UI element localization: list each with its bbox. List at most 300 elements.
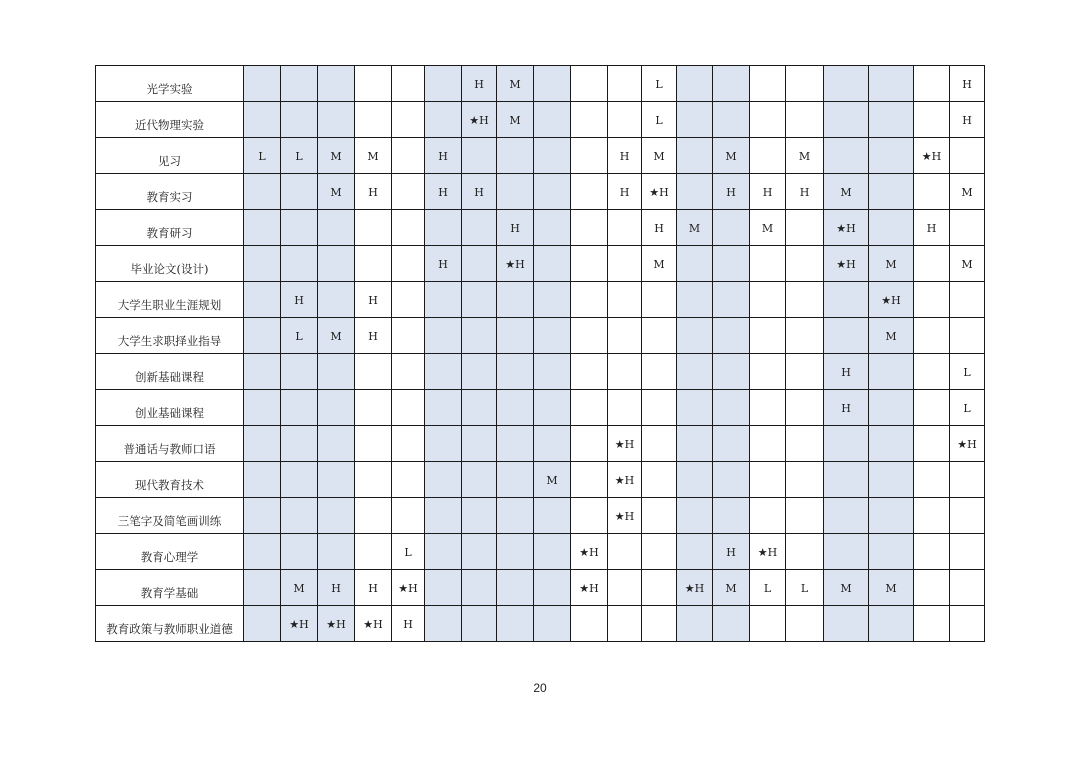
- support-level-cell: [281, 534, 318, 570]
- support-level-cell: [869, 354, 914, 390]
- support-level-cell: [355, 246, 392, 282]
- support-level-cell: [571, 462, 608, 498]
- support-level-cell: [318, 282, 355, 318]
- support-level-cell: [950, 138, 985, 174]
- support-level-cell: [713, 426, 750, 462]
- course-name: 教育实习: [96, 174, 244, 210]
- support-level-cell: H: [462, 174, 497, 210]
- support-level-cell: [392, 246, 425, 282]
- support-level-cell: [534, 570, 571, 606]
- course-name: 现代教育技术: [96, 462, 244, 498]
- support-level-cell: [608, 390, 642, 426]
- support-level-cell: [392, 66, 425, 102]
- support-level-cell: [355, 390, 392, 426]
- support-level-cell: [824, 282, 869, 318]
- support-level-cell: ★H: [318, 606, 355, 642]
- matrix-row: [96, 66, 985, 102]
- support-level-cell: [497, 138, 534, 174]
- support-level-cell: [750, 498, 786, 534]
- support-level-cell: M: [869, 246, 914, 282]
- support-level-cell: [786, 282, 824, 318]
- matrix-row: [96, 282, 985, 318]
- support-level-cell: [281, 210, 318, 246]
- support-level-cell: H: [950, 102, 985, 138]
- support-level-cell: [677, 354, 713, 390]
- support-level-cell: [869, 66, 914, 102]
- support-level-cell: [750, 282, 786, 318]
- support-level-cell: M: [713, 570, 750, 606]
- support-level-cell: [281, 102, 318, 138]
- support-level-cell: [914, 462, 950, 498]
- support-level-cell: H: [950, 66, 985, 102]
- support-level-cell: [914, 174, 950, 210]
- support-level-cell: M: [950, 174, 985, 210]
- support-level-cell: [318, 102, 355, 138]
- support-level-cell: ★H: [608, 426, 642, 462]
- support-level-cell: M: [750, 210, 786, 246]
- support-level-cell: ★H: [869, 282, 914, 318]
- support-level-cell: [281, 354, 318, 390]
- support-level-cell: [425, 210, 462, 246]
- course-name: 教育政策与教师职业道德: [96, 606, 244, 642]
- support-level-cell: [608, 210, 642, 246]
- support-level-cell: [869, 606, 914, 642]
- support-level-cell: [425, 66, 462, 102]
- support-level-cell: M: [318, 318, 355, 354]
- support-level-cell: [244, 246, 281, 282]
- support-level-cell: [750, 102, 786, 138]
- support-level-cell: [786, 246, 824, 282]
- matrix-row: [96, 246, 985, 282]
- support-level-cell: [950, 462, 985, 498]
- support-level-cell: [462, 210, 497, 246]
- matrix-row: [96, 462, 985, 498]
- support-level-cell: [392, 210, 425, 246]
- support-level-cell: L: [950, 354, 985, 390]
- support-level-cell: [534, 246, 571, 282]
- support-level-cell: [608, 246, 642, 282]
- support-level-cell: [462, 354, 497, 390]
- course-name: 近代物理实验: [96, 102, 244, 138]
- support-level-cell: [713, 210, 750, 246]
- support-level-cell: [281, 462, 318, 498]
- support-level-cell: [914, 570, 950, 606]
- support-level-cell: [462, 246, 497, 282]
- support-level-cell: [642, 606, 677, 642]
- support-level-cell: [571, 210, 608, 246]
- support-level-cell: ★H: [571, 570, 608, 606]
- support-level-cell: M: [713, 138, 750, 174]
- support-level-cell: ★H: [497, 246, 534, 282]
- support-level-cell: [713, 66, 750, 102]
- support-level-cell: [244, 210, 281, 246]
- support-level-cell: [355, 462, 392, 498]
- support-level-cell: [318, 498, 355, 534]
- support-level-cell: [244, 498, 281, 534]
- support-level-cell: [677, 246, 713, 282]
- support-level-cell: M: [824, 570, 869, 606]
- support-level-cell: [677, 498, 713, 534]
- support-level-cell: [869, 426, 914, 462]
- support-level-cell: [462, 426, 497, 462]
- support-level-cell: H: [425, 138, 462, 174]
- support-level-cell: H: [462, 66, 497, 102]
- support-level-cell: [425, 102, 462, 138]
- support-level-cell: [914, 426, 950, 462]
- support-level-cell: [642, 282, 677, 318]
- support-level-cell: [824, 318, 869, 354]
- support-level-cell: [425, 318, 462, 354]
- support-level-cell: H: [824, 354, 869, 390]
- support-level-cell: [713, 282, 750, 318]
- support-level-cell: L: [392, 534, 425, 570]
- support-level-cell: [318, 354, 355, 390]
- support-level-cell: [497, 282, 534, 318]
- support-level-cell: [425, 534, 462, 570]
- support-level-cell: [462, 390, 497, 426]
- support-level-cell: [713, 498, 750, 534]
- support-level-cell: [425, 498, 462, 534]
- support-level-cell: [355, 102, 392, 138]
- support-level-cell: [281, 426, 318, 462]
- support-level-cell: M: [642, 246, 677, 282]
- support-level-cell: [677, 66, 713, 102]
- support-level-cell: ★H: [608, 462, 642, 498]
- support-level-cell: [869, 390, 914, 426]
- support-level-cell: [608, 606, 642, 642]
- support-level-cell: H: [318, 570, 355, 606]
- support-level-cell: M: [950, 246, 985, 282]
- support-level-cell: [786, 498, 824, 534]
- support-level-cell: [677, 282, 713, 318]
- support-level-cell: [355, 534, 392, 570]
- support-level-cell: [318, 534, 355, 570]
- support-level-cell: [608, 354, 642, 390]
- support-level-cell: [750, 354, 786, 390]
- support-level-cell: [950, 498, 985, 534]
- matrix-row: [96, 354, 985, 390]
- support-level-cell: H: [713, 174, 750, 210]
- support-level-cell: [571, 102, 608, 138]
- support-level-cell: [677, 174, 713, 210]
- support-level-cell: [786, 66, 824, 102]
- support-level-cell: H: [497, 210, 534, 246]
- support-level-cell: [642, 426, 677, 462]
- support-level-cell: [497, 534, 534, 570]
- support-level-cell: [534, 354, 571, 390]
- support-level-cell: L: [750, 570, 786, 606]
- support-level-cell: [677, 606, 713, 642]
- course-name: 光学实验: [96, 66, 244, 102]
- support-level-cell: [571, 390, 608, 426]
- support-level-cell: [318, 66, 355, 102]
- support-level-cell: [462, 498, 497, 534]
- support-level-cell: M: [497, 66, 534, 102]
- support-level-cell: [950, 318, 985, 354]
- support-level-cell: [534, 606, 571, 642]
- support-level-cell: [677, 462, 713, 498]
- course-name: 创业基础课程: [96, 390, 244, 426]
- support-level-cell: [824, 606, 869, 642]
- support-level-cell: [750, 138, 786, 174]
- course-name: 三笔字及简笔画训练: [96, 498, 244, 534]
- support-level-cell: [642, 498, 677, 534]
- support-level-cell: M: [318, 174, 355, 210]
- support-level-cell: [677, 138, 713, 174]
- support-level-cell: [571, 282, 608, 318]
- support-level-cell: [608, 318, 642, 354]
- support-level-cell: [824, 462, 869, 498]
- support-level-cell: [244, 66, 281, 102]
- support-level-cell: [786, 318, 824, 354]
- support-level-cell: M: [318, 138, 355, 174]
- support-level-cell: [281, 246, 318, 282]
- support-level-cell: [914, 534, 950, 570]
- support-level-cell: [713, 354, 750, 390]
- support-level-cell: [677, 390, 713, 426]
- support-level-cell: [392, 390, 425, 426]
- support-level-cell: [318, 246, 355, 282]
- support-level-cell: [642, 534, 677, 570]
- support-level-cell: [642, 570, 677, 606]
- support-level-cell: L: [642, 102, 677, 138]
- matrix-row: [96, 138, 985, 174]
- support-level-cell: [534, 210, 571, 246]
- course-name: 普通话与教师口语: [96, 426, 244, 462]
- support-level-cell: [571, 606, 608, 642]
- support-level-cell: [642, 354, 677, 390]
- support-level-cell: [786, 210, 824, 246]
- support-level-cell: ★H: [914, 138, 950, 174]
- support-level-cell: [750, 390, 786, 426]
- support-level-cell: [462, 570, 497, 606]
- support-level-cell: [713, 246, 750, 282]
- support-level-cell: [534, 174, 571, 210]
- support-level-cell: [244, 174, 281, 210]
- support-level-cell: [950, 606, 985, 642]
- support-level-cell: H: [914, 210, 950, 246]
- matrix-row: [96, 102, 985, 138]
- support-level-cell: [750, 426, 786, 462]
- support-level-cell: [392, 462, 425, 498]
- support-level-cell: [392, 318, 425, 354]
- support-level-cell: [914, 282, 950, 318]
- support-level-cell: L: [950, 390, 985, 426]
- support-level-cell: [950, 534, 985, 570]
- support-level-cell: [750, 318, 786, 354]
- support-level-cell: L: [281, 318, 318, 354]
- support-level-cell: [608, 534, 642, 570]
- support-level-cell: [355, 498, 392, 534]
- support-level-cell: [392, 282, 425, 318]
- support-level-cell: [425, 426, 462, 462]
- support-level-cell: [824, 102, 869, 138]
- support-level-cell: [534, 426, 571, 462]
- support-level-cell: H: [355, 282, 392, 318]
- support-level-cell: [869, 210, 914, 246]
- support-level-cell: [462, 318, 497, 354]
- support-level-cell: [824, 426, 869, 462]
- support-level-cell: [950, 282, 985, 318]
- support-level-cell: [281, 390, 318, 426]
- support-level-cell: [750, 462, 786, 498]
- support-level-cell: H: [713, 534, 750, 570]
- support-level-cell: [534, 498, 571, 534]
- support-level-cell: [677, 534, 713, 570]
- support-level-cell: [425, 282, 462, 318]
- support-level-cell: [786, 390, 824, 426]
- support-level-cell: [497, 426, 534, 462]
- support-level-cell: H: [750, 174, 786, 210]
- support-level-cell: H: [824, 390, 869, 426]
- support-level-cell: [950, 570, 985, 606]
- support-level-cell: H: [642, 210, 677, 246]
- support-level-cell: H: [425, 174, 462, 210]
- support-level-cell: [713, 606, 750, 642]
- support-level-cell: [824, 534, 869, 570]
- support-level-cell: [677, 318, 713, 354]
- support-level-cell: [497, 390, 534, 426]
- support-level-cell: [786, 426, 824, 462]
- support-level-cell: [571, 426, 608, 462]
- support-level-cell: H: [392, 606, 425, 642]
- support-level-cell: L: [244, 138, 281, 174]
- support-level-cell: [244, 102, 281, 138]
- support-level-cell: [318, 390, 355, 426]
- support-level-cell: [786, 462, 824, 498]
- support-level-cell: [355, 210, 392, 246]
- support-level-cell: [824, 138, 869, 174]
- support-level-cell: ★H: [824, 246, 869, 282]
- support-level-cell: [244, 606, 281, 642]
- support-level-cell: H: [786, 174, 824, 210]
- support-level-cell: [244, 354, 281, 390]
- support-level-cell: [462, 606, 497, 642]
- support-level-cell: [534, 390, 571, 426]
- support-level-cell: ★H: [392, 570, 425, 606]
- support-level-cell: [355, 426, 392, 462]
- support-level-cell: [677, 426, 713, 462]
- support-level-cell: [642, 462, 677, 498]
- support-level-cell: [571, 318, 608, 354]
- support-level-cell: M: [677, 210, 713, 246]
- support-level-cell: [392, 174, 425, 210]
- support-level-cell: L: [281, 138, 318, 174]
- support-level-cell: [318, 210, 355, 246]
- support-level-cell: [497, 462, 534, 498]
- support-level-cell: ★H: [462, 102, 497, 138]
- support-level-cell: M: [869, 318, 914, 354]
- course-name: 见习: [96, 138, 244, 174]
- support-level-cell: [392, 498, 425, 534]
- support-level-cell: [281, 66, 318, 102]
- support-level-cell: [244, 534, 281, 570]
- support-level-cell: [571, 66, 608, 102]
- support-level-cell: ★H: [824, 210, 869, 246]
- support-level-cell: ★H: [571, 534, 608, 570]
- support-level-cell: [425, 570, 462, 606]
- support-level-cell: [786, 606, 824, 642]
- support-level-cell: [571, 138, 608, 174]
- support-level-cell: [914, 66, 950, 102]
- support-level-cell: [244, 570, 281, 606]
- matrix-row: [96, 606, 985, 642]
- support-level-cell: [497, 354, 534, 390]
- support-level-cell: [534, 318, 571, 354]
- support-level-cell: [497, 606, 534, 642]
- support-level-cell: [608, 282, 642, 318]
- support-level-cell: ★H: [677, 570, 713, 606]
- support-level-cell: M: [355, 138, 392, 174]
- support-level-cell: H: [281, 282, 318, 318]
- support-level-cell: [750, 606, 786, 642]
- support-level-cell: [425, 390, 462, 426]
- support-level-cell: [534, 282, 571, 318]
- support-level-cell: L: [786, 570, 824, 606]
- support-level-cell: H: [608, 174, 642, 210]
- support-level-cell: [914, 318, 950, 354]
- support-level-cell: [244, 390, 281, 426]
- support-level-cell: [392, 426, 425, 462]
- support-level-cell: [281, 174, 318, 210]
- support-level-cell: [392, 354, 425, 390]
- support-level-cell: [497, 174, 534, 210]
- support-level-cell: [462, 138, 497, 174]
- support-level-cell: [571, 354, 608, 390]
- matrix-row: [96, 534, 985, 570]
- support-level-cell: M: [824, 174, 869, 210]
- support-level-cell: [750, 66, 786, 102]
- support-level-cell: [497, 318, 534, 354]
- support-level-cell: [462, 534, 497, 570]
- course-name: 毕业论文(设计): [96, 246, 244, 282]
- support-level-cell: [244, 282, 281, 318]
- support-level-cell: [244, 426, 281, 462]
- support-level-cell: [869, 138, 914, 174]
- support-level-cell: [392, 102, 425, 138]
- support-level-cell: [608, 66, 642, 102]
- support-level-cell: [462, 282, 497, 318]
- support-level-cell: H: [355, 318, 392, 354]
- support-level-cell: [713, 462, 750, 498]
- matrix-row: [96, 498, 985, 534]
- support-level-cell: [462, 462, 497, 498]
- support-level-cell: L: [642, 66, 677, 102]
- support-level-cell: [950, 210, 985, 246]
- support-level-cell: M: [642, 138, 677, 174]
- support-level-cell: [244, 318, 281, 354]
- support-level-cell: ★H: [608, 498, 642, 534]
- support-level-cell: [786, 534, 824, 570]
- support-level-cell: [281, 498, 318, 534]
- support-level-cell: [869, 534, 914, 570]
- course-name: 教育研习: [96, 210, 244, 246]
- support-level-cell: [608, 102, 642, 138]
- course-name: 教育学基础: [96, 570, 244, 606]
- support-level-cell: [355, 66, 392, 102]
- support-level-cell: [608, 570, 642, 606]
- support-level-cell: [497, 498, 534, 534]
- support-level-cell: H: [608, 138, 642, 174]
- support-level-cell: M: [534, 462, 571, 498]
- matrix-row: [96, 570, 985, 606]
- course-name: 创新基础课程: [96, 354, 244, 390]
- support-level-cell: [392, 138, 425, 174]
- support-level-cell: [869, 102, 914, 138]
- support-level-cell: [914, 390, 950, 426]
- support-level-cell: [642, 390, 677, 426]
- support-level-cell: [824, 498, 869, 534]
